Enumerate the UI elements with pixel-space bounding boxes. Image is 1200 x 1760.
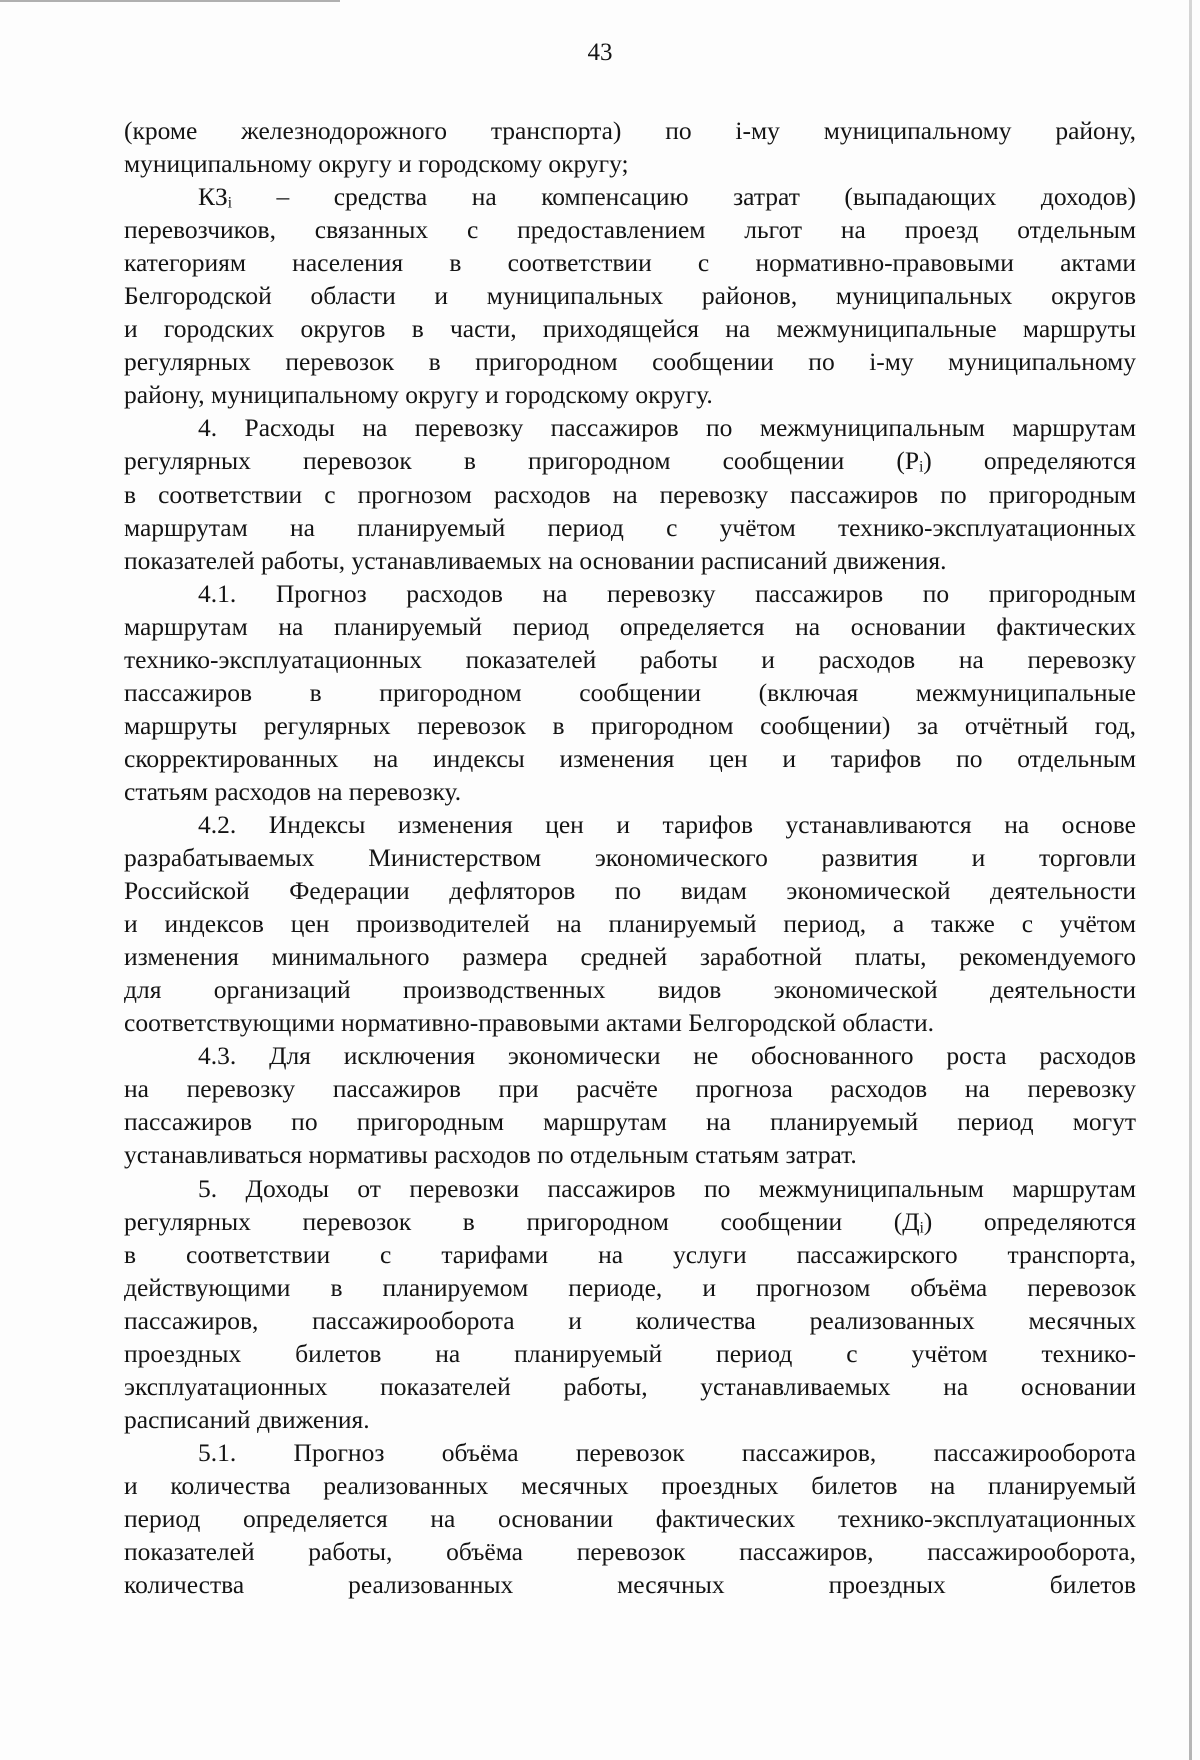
text-line: для организаций производственных видов экономической деятельности bbox=[124, 975, 1136, 1005]
text-line: действующими в планируемом периоде, и прогнозом объёма перевозок bbox=[124, 1272, 1136, 1302]
text-line: 4.2. Индексы изменения цен и тарифов устанавливаются на основе bbox=[198, 809, 1136, 839]
text-line: перевозчиков, связанных с предоставлением льгот на проезд отдельным bbox=[124, 215, 1136, 245]
text-line: статьям расходов на перевозку. bbox=[124, 776, 462, 806]
text-line: расписаний движения. bbox=[124, 1404, 370, 1434]
text-line: 5.1. Прогноз объёма перевозок пассажиров, пассажирооборота bbox=[198, 1437, 1136, 1467]
text-line: 4.3. Для исключения экономически не обоснованного роста расходов bbox=[198, 1041, 1136, 1071]
text-line: на перевозку пассажиров при расчёте прогноза расходов на перевозку bbox=[124, 1074, 1136, 1104]
text-line: Российской Федерации дефляторов по видам экономической деятельности bbox=[124, 876, 1136, 906]
text-line: и городских округов в части, приходящейся на межмуниципальные маршруты bbox=[124, 314, 1136, 344]
text-line: разрабатываемых Министерством экономического развития и торговли bbox=[124, 843, 1136, 873]
text-line: КЗᵢ – средства на компенсацию затрат (выпадающих доходов) bbox=[198, 182, 1136, 212]
paragraph bbox=[124, 808, 1136, 1039]
paragraph bbox=[124, 1436, 1136, 1601]
text-line: Белгородской области и муниципальных районов, муниципальных округов bbox=[124, 281, 1136, 311]
text-line: соответствующими нормативно-правовыми актами Белгородской области. bbox=[124, 1008, 935, 1038]
text-line: эксплуатационных показателей работы, устанавливаемых на основании bbox=[124, 1371, 1136, 1401]
text-line: технико-эксплуатационных показателей работы и расходов на перевозку bbox=[124, 644, 1136, 674]
text-line: маршруты регулярных перевозок в пригородном сообщении) за отчётный год, bbox=[124, 710, 1136, 740]
text-line: количества реализованных месячных проездных билетов bbox=[124, 1570, 1136, 1600]
text-line: изменения минимального размера средней заработной платы, рекомендуемого bbox=[124, 942, 1136, 972]
text-line: проездных билетов на планируемый период с учётом технико- bbox=[124, 1338, 1136, 1368]
text-line: пассажиров по пригородным маршрутам на планируемый период могут bbox=[124, 1107, 1136, 1137]
text-line: и индексов цен производителей на планируемый период, а также с учётом bbox=[124, 909, 1136, 939]
text-line: категориям населения в соответствии с нормативно-правовыми актами bbox=[124, 248, 1136, 278]
text-line: регулярных перевозок в пригородном сообщении по i-му муниципальному bbox=[124, 347, 1136, 377]
text-line: устанавливаться нормативы расходов по отдельным статьям затрат. bbox=[124, 1140, 857, 1170]
text-line: пассажиров, пассажирооборота и количества реализованных месячных bbox=[124, 1305, 1136, 1335]
text-line: 4.1. Прогноз расходов на перевозку пассажиров по пригородным bbox=[198, 578, 1136, 608]
text-line: регулярных перевозок в пригородном сообщении (Pᵢ) определяются bbox=[124, 446, 1136, 476]
text-line: показателей работы, устанавливаемых на основании расписаний движения. bbox=[124, 545, 947, 575]
text-line: скорректированных на индексы изменения цен и тарифов по отдельным bbox=[124, 743, 1136, 773]
text-line: 4. Расходы на перевозку пассажиров по межмуниципальным маршрутам bbox=[198, 413, 1136, 443]
paragraph bbox=[124, 180, 1136, 411]
paragraph bbox=[124, 411, 1136, 576]
paragraph bbox=[124, 1172, 1136, 1436]
text-line: району, муниципальному округу и городскому округу. bbox=[124, 380, 713, 410]
paragraph bbox=[124, 114, 1136, 180]
text-line: пассажиров в пригородном сообщении (включая межмуниципальные bbox=[124, 677, 1136, 707]
text-line: и количества реализованных месячных проездных билетов на планируемый bbox=[124, 1470, 1136, 1500]
text-line: маршрутам на планируемый период с учётом технико-эксплуатационных bbox=[124, 512, 1136, 542]
scan-edge-top bbox=[0, 0, 340, 2]
paragraph bbox=[124, 1039, 1136, 1171]
text-line: муниципальному округу и городскому округу; bbox=[124, 149, 629, 179]
text-line: в соответствии с прогнозом расходов на перевозку пассажиров по пригородным bbox=[124, 479, 1136, 509]
document-body bbox=[124, 114, 1136, 1601]
scan-edge-right bbox=[1189, 0, 1192, 1760]
text-line: регулярных перевозок в пригородном сообщении (Дᵢ) определяются bbox=[124, 1206, 1136, 1236]
text-line: (кроме железнодорожного транспорта) по i-му муниципальному району, bbox=[124, 116, 1136, 145]
text-line: период определяется на основании фактических технико-эксплуатационных bbox=[124, 1503, 1136, 1533]
paragraph bbox=[124, 577, 1136, 808]
page-number: 43 bbox=[587, 39, 613, 66]
text-line: показателей работы, объёма перевозок пассажиров, пассажирооборота, bbox=[124, 1537, 1136, 1567]
text-line: маршрутам на планируемый период определяется на основании фактических bbox=[124, 611, 1136, 641]
text-line: в соответствии с тарифами на услуги пассажирского транспорта, bbox=[124, 1239, 1136, 1269]
text-line: 5. Доходы от перевозки пассажиров по межмуниципальным маршрутам bbox=[198, 1173, 1136, 1203]
